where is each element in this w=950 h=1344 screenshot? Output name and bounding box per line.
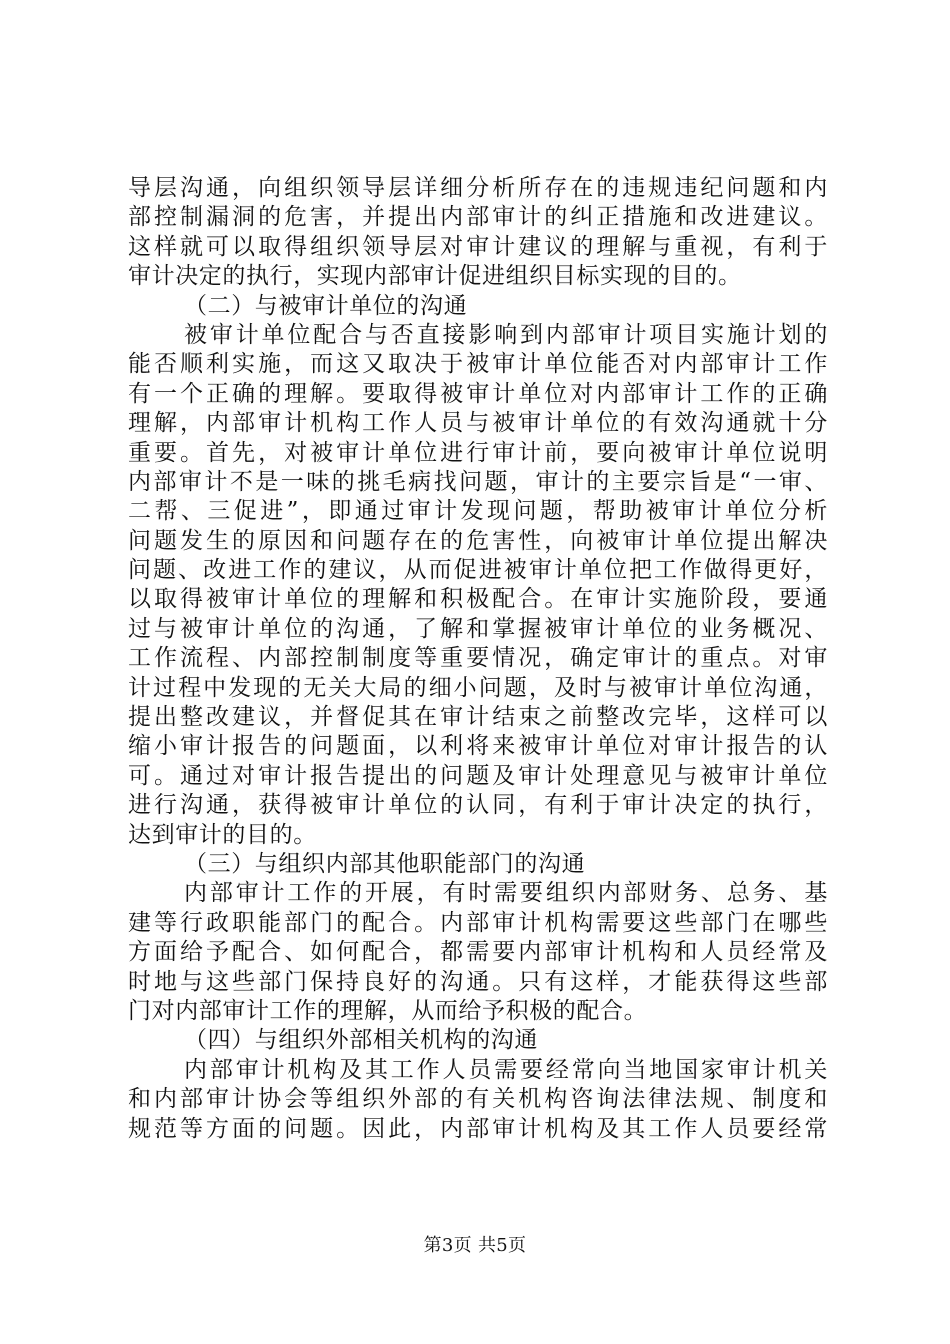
text-line: 审计决定的执行，实现内部审计促进组织目标实现的目的。 <box>128 263 742 290</box>
text-line: 理解，内部审计机构工作人员与被审计单位的有效沟通就十分 <box>128 410 828 437</box>
text-line: 问题、改进工作的建议，从而促进被审计单位把工作做得更好， <box>128 557 828 584</box>
page-number-footer: 第3页 共5页 <box>423 1235 527 1256</box>
text-line: 以取得被审计单位的理解和积极配合。在审计实施阶段，要通 <box>128 586 828 613</box>
text-line: 规范等方面的问题。因此，内部审计机构及其工作人员要经常 <box>128 1115 828 1142</box>
text-line: 部控制漏洞的危害，并提出内部审计的纠正措施和改进建议。 <box>128 204 828 231</box>
text-line: 导层沟通，向组织领导层详细分析所存在的违规违纪问题和内 <box>128 175 828 201</box>
text-line: 能否顺利实施，而这又取决于被审计单位能否对内部审计工作 <box>128 351 828 378</box>
text-line: 有一个正确的理解。要取得被审计单位对内部审计工作的正确 <box>128 380 828 407</box>
paragraph-first-line: 被审计单位配合与否直接影响到内部审计项目实施计划的 <box>184 321 828 348</box>
text-line: 建等行政职能部门的配合。内部审计机构需要这些部门在哪些 <box>128 909 828 936</box>
text-line: 和内部审计协会等组织外部的有关机构咨询法律法规、制度和 <box>128 1086 828 1113</box>
text-line: 工作流程、内部控制制度等重要情况，确定审计的重点。对审 <box>128 645 828 672</box>
text-line: 二帮、三促进”，即通过审计发现问题，帮助被审计单位分析 <box>128 498 828 525</box>
text-line: 可。通过对审计报告提出的问题及审计处理意见与被审计单位 <box>128 762 828 789</box>
text-line: 这样就可以取得组织领导层对审计建议的理解与重视，有利于 <box>128 233 828 260</box>
text-line: 进行沟通，获得被审计单位的认同，有利于审计决定的执行， <box>128 792 828 819</box>
section-heading-3: （三）与组织内部其他职能部门的沟通 <box>184 850 586 877</box>
body-text <box>128 174 828 1144</box>
text-line: 达到审计的目的。 <box>128 821 317 848</box>
text-line: 缩小审计报告的问题面，以利将来被审计单位对审计报告的认 <box>128 733 828 760</box>
text-line: 内部审计不是一味的挑毛病找问题，审计的主要宗旨是“一审、 <box>128 468 828 495</box>
text-line: 重要。首先，对被审计单位进行审计前，要向被审计单位说明 <box>128 439 828 466</box>
text-line: 计过程中发现的无关大局的细小问题，及时与被审计单位沟通， <box>128 674 828 701</box>
text-line: 方面给予配合、如何配合，都需要内部审计机构和人员经常及 <box>128 939 828 966</box>
text-line: 问题发生的原因和问题存在的危害性，向被审计单位提出解决 <box>128 527 828 554</box>
paragraph-first-line: 内部审计机构及其工作人员需要经常向当地国家审计机关 <box>184 1056 828 1083</box>
text-line: 过与被审计单位的沟通，了解和掌握被审计单位的业务概况、 <box>128 615 828 642</box>
paragraph-first-line: 内部审计工作的开展，有时需要组织内部财务、总务、基 <box>184 880 828 907</box>
text-line: 提出整改建议，并督促其在审计结束之前整改完毕，这样可以 <box>128 704 828 731</box>
section-heading-4: （四）与组织外部相关机构的沟通 <box>184 1027 538 1054</box>
text-line: 门对内部审计工作的理解，从而给予积极的配合。 <box>128 997 648 1024</box>
section-heading-2: （二）与被审计单位的沟通 <box>184 292 468 319</box>
text-line: 时地与这些部门保持良好的沟通。只有这样，才能获得这些部 <box>128 968 828 995</box>
